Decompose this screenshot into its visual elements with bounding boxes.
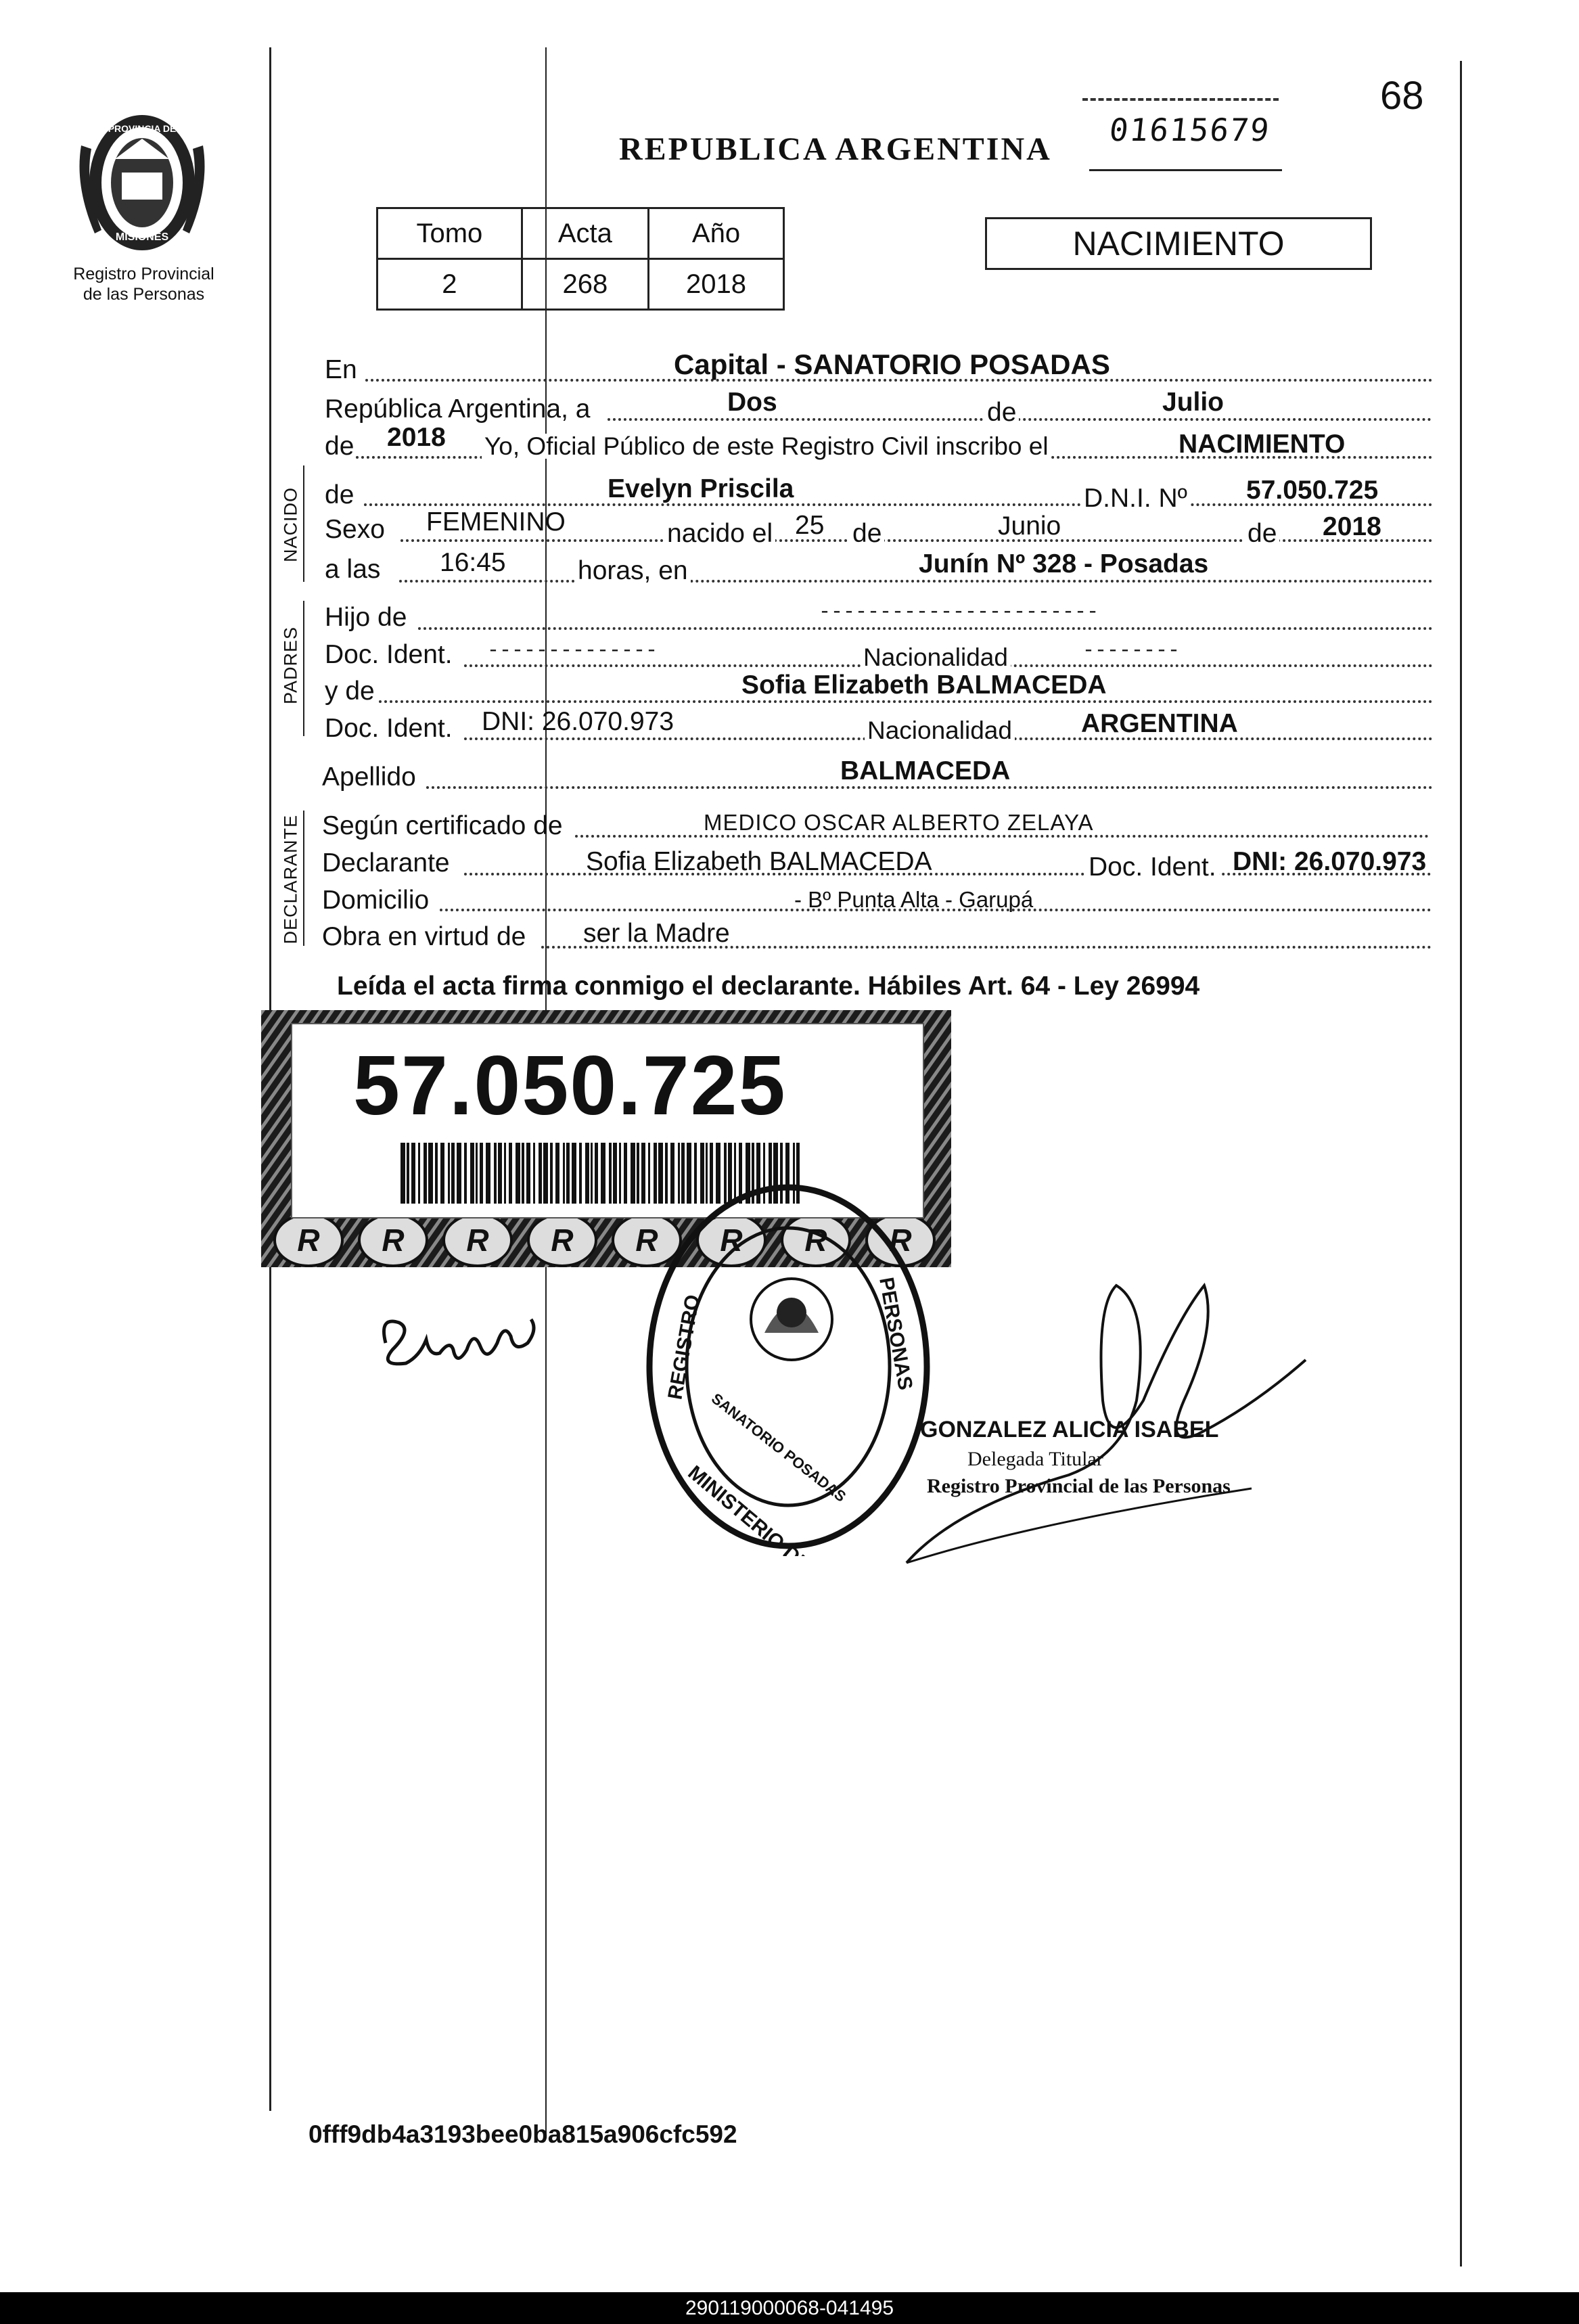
label-de-nombre: de — [325, 480, 354, 509]
dots-a-las — [399, 580, 1433, 583]
emblem-caption-line-2: de las Personas — [83, 285, 205, 304]
document-hash: 0fff9db4a3193bee0ba815a906cfc592 — [308, 2120, 737, 2148]
label-yo: Yo, Oficial Público de este Registro Civil inscribo el — [482, 434, 1051, 459]
record-table-header-row — [377, 208, 784, 259]
left-signature — [372, 1302, 548, 1384]
barcode-bar — [609, 1143, 612, 1204]
record-table-header-tomo: Tomo — [377, 208, 522, 259]
sticker-pattern-letter: R — [635, 1223, 658, 1258]
nacido-bracket — [303, 465, 304, 582]
barcode-bar — [566, 1143, 570, 1204]
barcode-bar — [494, 1143, 497, 1204]
label-declarante: Declarante — [322, 848, 450, 878]
seal-top-text: PROVINCIA DE — [108, 123, 177, 134]
barcode-bar — [595, 1143, 598, 1204]
sticker-pattern-letter: R — [720, 1223, 743, 1258]
barcode-bar — [401, 1143, 405, 1204]
barcode-bar — [550, 1143, 553, 1204]
value-declarante-doc: DNI: 26.070.973 — [1233, 847, 1427, 876]
serial-overline — [1082, 98, 1279, 101]
value-madre: Sofia Elizabeth BALMACEDA — [741, 670, 1107, 700]
barcode-bar — [533, 1143, 535, 1204]
value-mes-nacimiento: Junio — [998, 511, 1061, 541]
value-anio: 2018 — [387, 423, 446, 452]
value-anio-nacimiento: 2018 — [1323, 512, 1381, 541]
barcode-bar — [418, 1143, 420, 1204]
record-table-header-acta: Acta — [522, 208, 648, 259]
barcode-bar — [526, 1143, 530, 1204]
label-republica: República Argentina, a — [325, 394, 591, 424]
province-seal-icon — [74, 105, 210, 260]
signatory-office: Registro Provincial de las Personas — [927, 1475, 1231, 1497]
label-nacido-el: nacido el — [664, 520, 775, 547]
barcode-bar — [476, 1143, 478, 1204]
value-padre-nacionalidad: -------- — [1082, 639, 1181, 662]
emblem-caption — [47, 264, 240, 304]
value-declarante: Sofia Elizabeth BALMACEDA — [586, 847, 932, 876]
label-doc-ident-3: Doc. Ident. — [1086, 854, 1219, 880]
barcode-bar — [451, 1143, 455, 1204]
label-de-mes: de — [984, 399, 1019, 426]
record-table-value-anio: 2018 — [648, 259, 783, 310]
emblem-caption-line-1: Registro Provincial — [73, 265, 214, 283]
barcode-bar — [539, 1143, 542, 1204]
stamp-inner-text: SANATORIO POSADAS — [708, 1390, 850, 1505]
barcode-bar — [522, 1143, 524, 1204]
value-nombre: Evelyn Priscila — [608, 474, 794, 503]
barcode-bar — [543, 1143, 548, 1204]
page-number: 68 — [1380, 74, 1424, 118]
signatory-name: GONZALEZ ALICIA ISABEL — [920, 1417, 1219, 1442]
record-table — [376, 207, 785, 311]
stamp-right-text: PERSONAS — [875, 1275, 917, 1392]
barcode-bar — [563, 1143, 565, 1204]
barcode-bar — [579, 1143, 582, 1204]
label-apellido: Apellido — [322, 762, 416, 792]
barcode-bar — [624, 1143, 627, 1204]
label-horas-en: horas, en — [575, 557, 691, 584]
label-y-de: y de — [325, 677, 375, 706]
value-madre-doc: DNI: 26.070.973 — [482, 707, 674, 736]
value-sexo: FEMENINO — [426, 507, 566, 537]
dni-sticker-number: 57.050.725 — [353, 1039, 787, 1133]
label-doc-ident-2: Doc. Ident. — [325, 714, 453, 743]
record-table-value-tomo: 2 — [377, 259, 522, 310]
official-round-stamp — [639, 1177, 937, 1556]
dots-republica — [608, 418, 1432, 421]
label-dni: D.N.I. Nº — [1081, 485, 1190, 511]
record-type-box — [985, 217, 1372, 270]
declarante-bracket — [303, 811, 304, 946]
value-padre-doc: -------------- — [487, 639, 658, 662]
label-a-las: a las — [325, 555, 381, 584]
label-hijo-de: Hijo de — [325, 603, 407, 632]
barcode-bar — [509, 1143, 512, 1204]
padres-bracket — [303, 601, 304, 736]
sticker-pattern-letter: R — [466, 1223, 489, 1258]
label-de-mes-nacimiento: de — [850, 520, 884, 547]
side-label-padres: PADRES — [280, 626, 301, 705]
barcode-bar — [470, 1143, 474, 1204]
side-label-declarante: DECLARANTE — [280, 814, 301, 944]
side-label-nacido: NACIDO — [280, 487, 301, 563]
value-dia-nacimiento: 25 — [795, 511, 825, 540]
serial-number: 01615679 — [1107, 112, 1273, 148]
barcode-bar — [407, 1143, 409, 1204]
barcode-bar — [498, 1143, 502, 1204]
barcode-bar — [411, 1143, 415, 1204]
barcode-bar — [631, 1143, 635, 1204]
footer-code: 290119000068-041495 — [685, 2297, 894, 2319]
sticker-pattern-letter: R — [889, 1223, 912, 1258]
province-emblem — [74, 105, 210, 260]
barcode-bar — [486, 1143, 490, 1204]
value-domicilio: - Bº Punta Alta - Garupá — [794, 887, 1034, 912]
label-segun: Según certificado de — [322, 811, 563, 840]
record-table-value-row — [377, 259, 784, 310]
value-padre: ----------------------- — [819, 601, 1099, 624]
serial-underline — [1089, 169, 1282, 171]
value-apellido: BALMACEDA — [840, 756, 1011, 785]
barcode-bar — [585, 1143, 589, 1204]
barcode-bar — [591, 1143, 593, 1204]
stamp-top-text: REGISTRO — [664, 1293, 705, 1402]
barcode-bar — [555, 1143, 559, 1204]
value-madre-nacionalidad: ARGENTINA — [1081, 709, 1238, 738]
sticker-pattern-letter: R — [382, 1223, 405, 1258]
barcode-bar — [464, 1143, 467, 1204]
label-doc-ident-1: Doc. Ident. — [325, 640, 453, 669]
closing-statement: Leída el acta firma conmigo el declarante. Hábiles Art. 64 - Ley 26994 — [337, 972, 1200, 1001]
label-nacionalidad-1: Nacionalidad — [861, 645, 1011, 670]
dots-hijo-de — [418, 627, 1433, 630]
page-title: REPUBLICA ARGENTINA — [619, 131, 1052, 167]
dots-y-de — [379, 700, 1433, 703]
record-table-value-acta: 268 — [522, 259, 648, 310]
label-domicilio: Domicilio — [322, 886, 430, 915]
barcode-bar — [601, 1143, 605, 1204]
value-lugar: Capital - SANATORIO POSADAS — [674, 348, 1110, 380]
label-en: En — [325, 355, 357, 384]
sticker-pattern-letter: R — [551, 1223, 574, 1258]
label-nacionalidad-2: Nacionalidad — [865, 718, 1015, 743]
value-obra: ser la Madre — [583, 919, 730, 948]
label-de-anio: de — [325, 432, 354, 461]
right-margin-line — [1460, 61, 1462, 2266]
barcode-bar — [428, 1143, 433, 1204]
barcode-bar — [448, 1143, 450, 1204]
record-table-header-anio: Año — [648, 208, 783, 259]
barcode-bar — [613, 1143, 617, 1204]
value-dia: Dos — [727, 388, 777, 417]
value-acto: NACIMIENTO — [1178, 430, 1346, 459]
label-obra: Obra en virtud de — [322, 922, 526, 951]
sticker-pattern-letter: R — [804, 1223, 827, 1258]
sticker-pattern-letter: R — [297, 1223, 320, 1258]
signatory-role: Delegada Titular — [967, 1448, 1103, 1470]
footer-bar — [0, 2292, 1579, 2324]
barcode-bar — [435, 1143, 438, 1204]
label-sexo: Sexo — [325, 515, 385, 544]
barcode-bar — [516, 1143, 520, 1204]
dots-apellido — [426, 786, 1433, 789]
value-dni: 57.050.725 — [1246, 476, 1379, 505]
barcode-bar — [424, 1143, 427, 1204]
barcode-bar — [440, 1143, 444, 1204]
barcode-bar — [480, 1143, 483, 1204]
value-hora: 16:45 — [440, 548, 506, 577]
label-de-anio-nacimiento: de — [1245, 520, 1279, 547]
record-type-label: NACIMIENTO — [1072, 225, 1285, 263]
seal-bottom-text: MISIONES — [115, 231, 169, 243]
barcode-bar — [572, 1143, 576, 1204]
value-mes: Julio — [1162, 388, 1225, 417]
barcode-bar — [457, 1143, 461, 1204]
value-certificado: MEDICO OSCAR ALBERTO ZELAYA — [704, 810, 1094, 835]
barcode-bar — [504, 1143, 506, 1204]
stamp-emblem-icon — [751, 1279, 832, 1360]
value-lugar-nacimiento: Junín Nº 328 - Posadas — [919, 549, 1209, 578]
barcode-bar — [619, 1143, 621, 1204]
